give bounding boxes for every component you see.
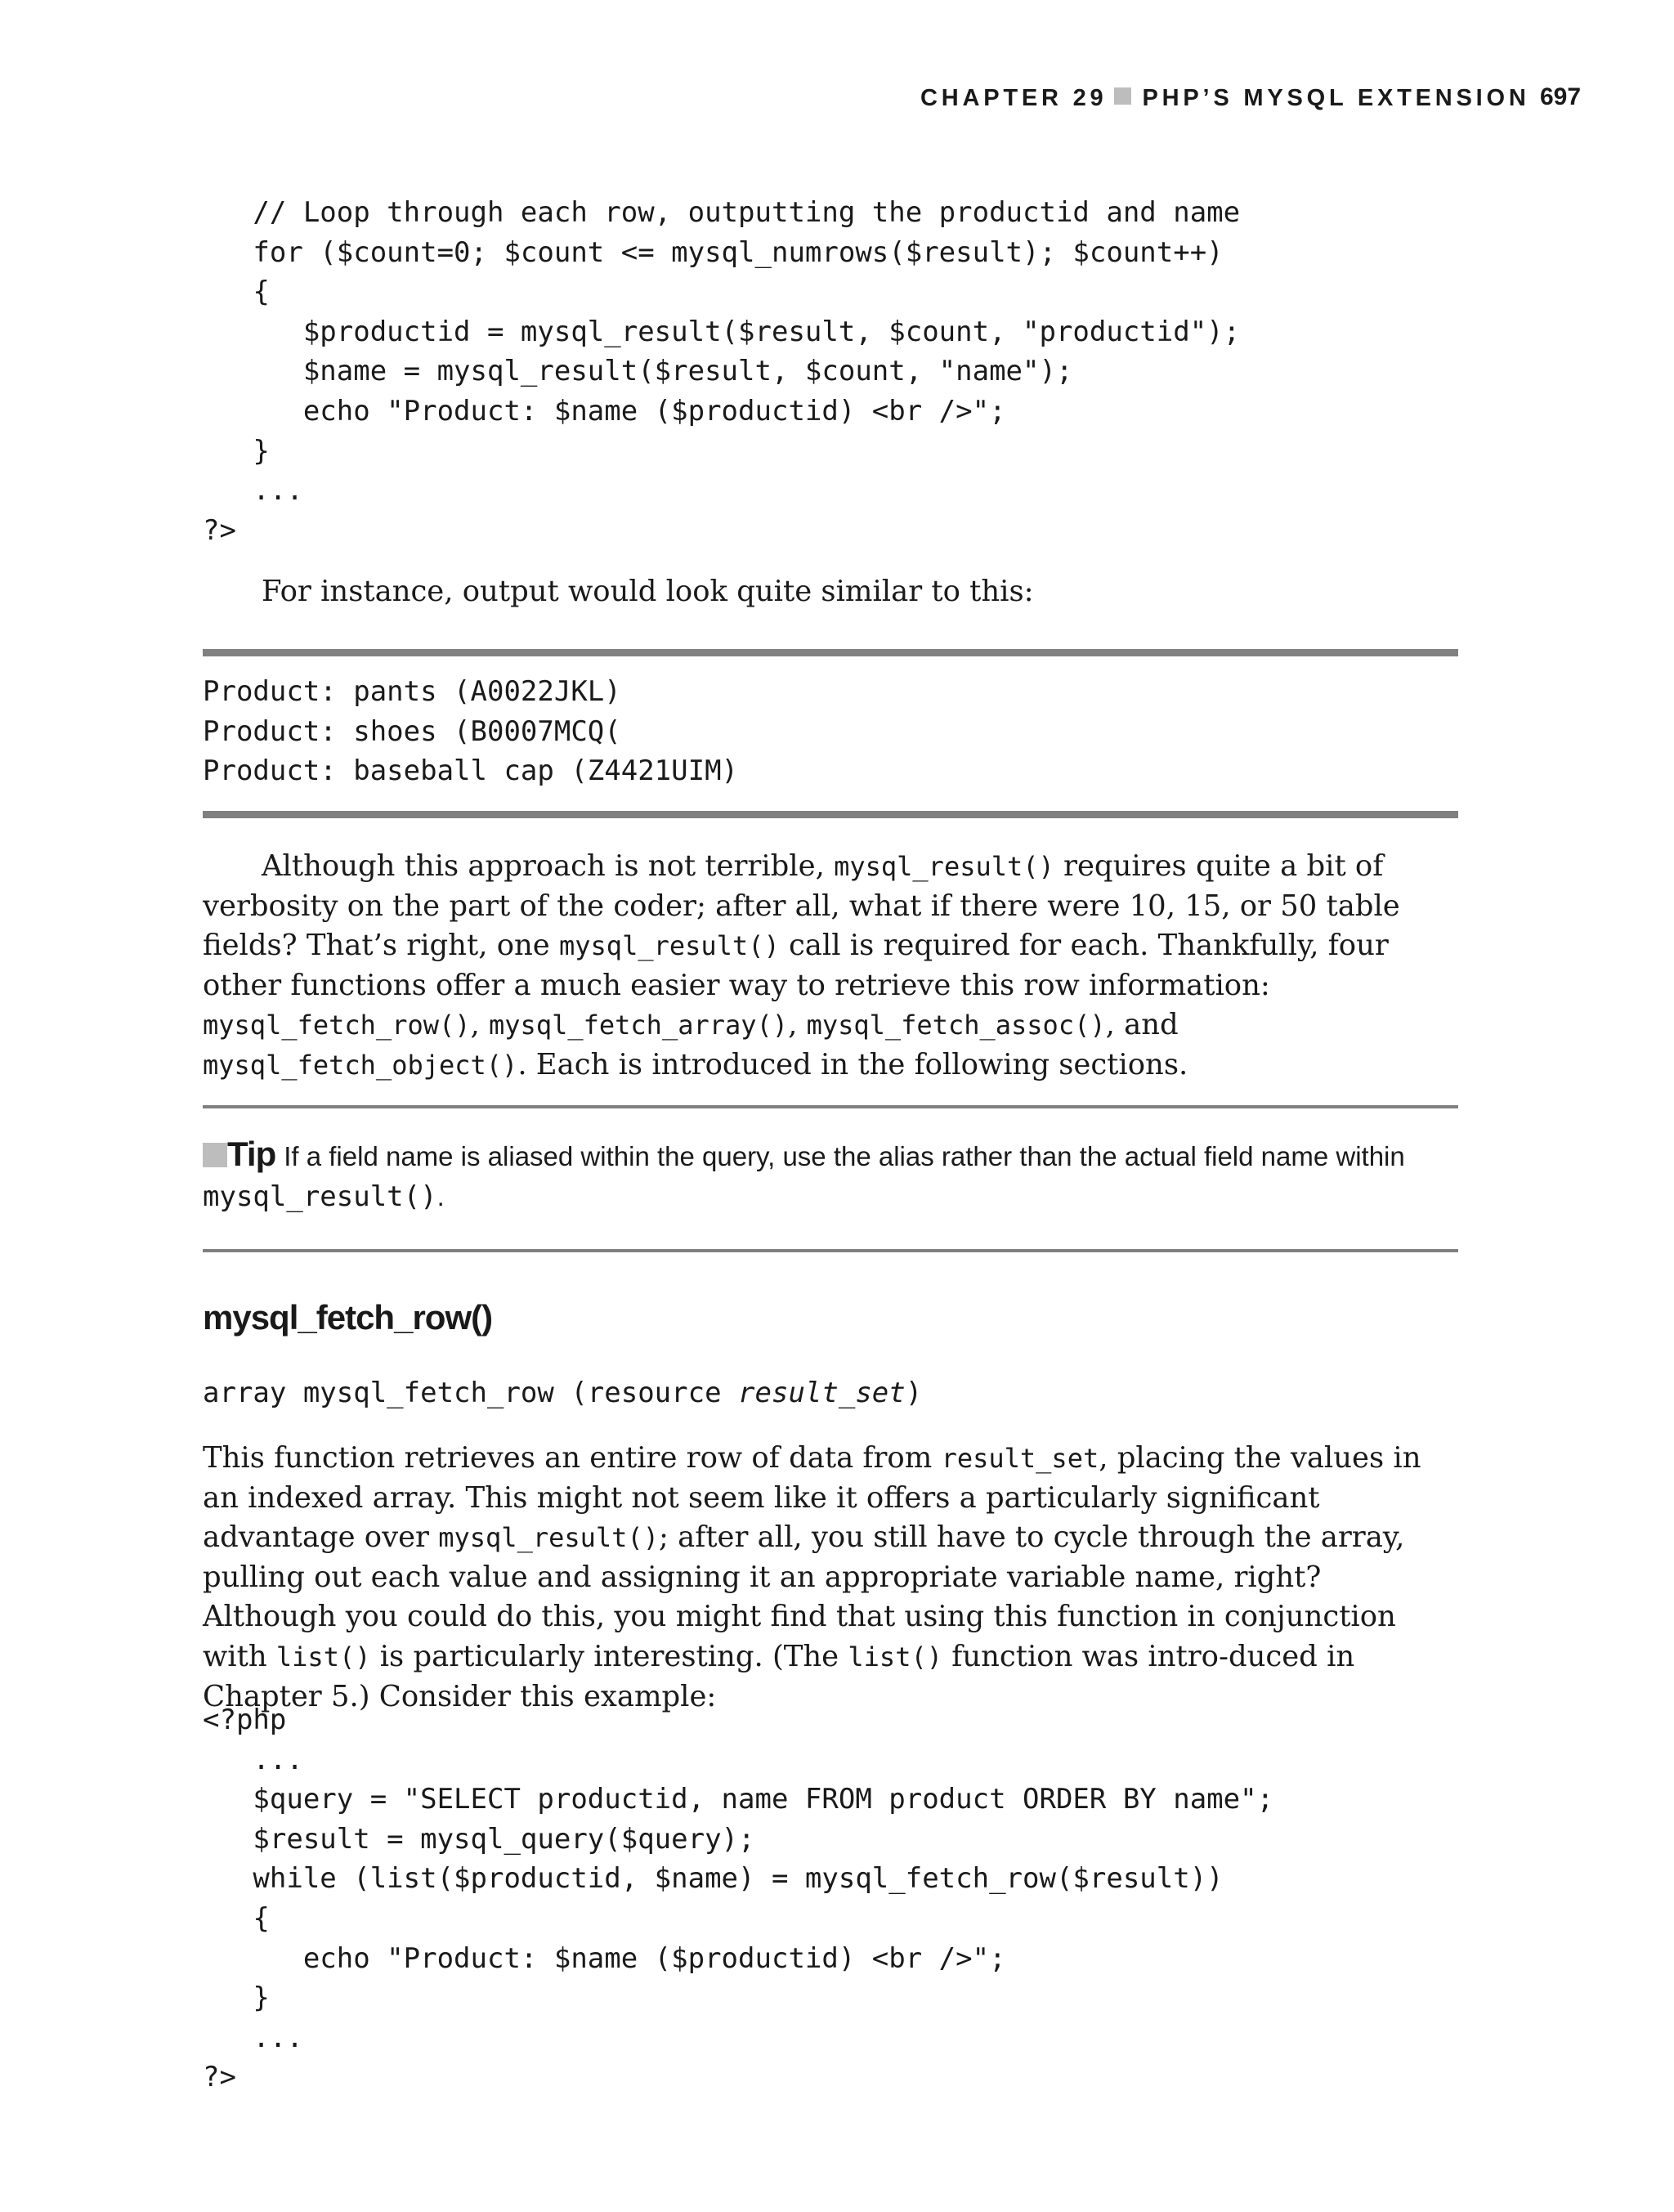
text-run: , bbox=[788, 1008, 807, 1042]
code-line: { bbox=[203, 1901, 270, 1935]
paragraph-verbosity bbox=[203, 847, 1453, 1086]
function-signature bbox=[203, 1377, 922, 1409]
code-line: $name = mysql_result($result, $count, "name"); bbox=[203, 355, 1073, 388]
output-block bbox=[203, 672, 738, 791]
tip-text: If a field name is aliased within the query, use the alias rather than the actual field name within bbox=[284, 1141, 1405, 1171]
code-line: $productid = mysql_result($result, $count, "productid"); bbox=[203, 315, 1241, 348]
code-line: <?php bbox=[203, 1704, 287, 1736]
inline-code: result_set bbox=[941, 1443, 1099, 1474]
code-line: } bbox=[203, 434, 270, 468]
inline-code: mysql_result() bbox=[559, 930, 780, 962]
text-run: . Each is introduced in the following sections. bbox=[517, 1047, 1188, 1081]
page-number: 697 bbox=[1540, 83, 1582, 110]
output-line: Product: pants (A0022JKL) bbox=[203, 675, 621, 708]
output-rule-bottom bbox=[203, 811, 1458, 818]
text-run: This function retrieves an entire row of data from bbox=[203, 1441, 942, 1475]
chapter-label: CHAPTER 29 bbox=[920, 85, 1108, 111]
output-rule-top bbox=[203, 649, 1458, 656]
code-line: // Loop through each row, outputting the productid and name bbox=[203, 196, 1241, 229]
output-line: Product: baseball cap (Z4421UIM) bbox=[203, 754, 739, 788]
text-run: array mysql_fetch_row (resource bbox=[203, 1377, 739, 1409]
text-run: function was intro-duced in Chapter 5.) Consider this example: bbox=[203, 1639, 1355, 1713]
text-run: requires quite a bit of verbosity on the part of the coder; after all, what if there were 10, 15, or 50 table fields? That’s right, one bbox=[203, 849, 1400, 963]
tip-rule-bottom bbox=[203, 1249, 1458, 1252]
inline-code: list() bbox=[275, 1641, 371, 1672]
signature-param: result_set bbox=[738, 1377, 906, 1409]
code-block-fetch-row bbox=[203, 1700, 1273, 2098]
code-line: ... bbox=[203, 474, 303, 508]
code-line: ?> bbox=[203, 513, 236, 547]
intro-paragraph: For instance, output would look quite similar to this: bbox=[262, 575, 1034, 608]
code-line: } bbox=[203, 1981, 270, 2015]
section-heading: mysql_fetch_row() bbox=[203, 1298, 493, 1337]
inline-code: list() bbox=[848, 1641, 942, 1672]
code-line: while (list($productid, $name) = mysql_fetch_row($result)) bbox=[203, 1862, 1224, 1896]
paragraph-description bbox=[203, 1439, 1453, 1717]
code-line: echo "Product: $name ($productid) <br />"; bbox=[203, 394, 1006, 428]
code-line: ... bbox=[203, 2021, 303, 2054]
square-bullet-icon bbox=[1114, 87, 1131, 105]
code-line: echo "Product: $name ($productid) <br />"; bbox=[203, 1941, 1006, 1975]
text-run: Although this approach is not terrible, bbox=[262, 849, 835, 883]
inline-code: mysql_fetch_array() bbox=[489, 1010, 789, 1041]
running-head bbox=[0, 82, 1674, 118]
inline-code: mysql_fetch_row() bbox=[203, 1010, 471, 1041]
code-line: ... bbox=[203, 1743, 303, 1776]
tip-label: Tip bbox=[227, 1135, 276, 1173]
text-run: , bbox=[470, 1008, 490, 1042]
tip-rule-top bbox=[203, 1105, 1458, 1108]
code-line: $query = "SELECT productid, name FROM product ORDER BY name"; bbox=[203, 1783, 1274, 1816]
inline-code: mysql_result() bbox=[438, 1522, 659, 1554]
tip-box bbox=[203, 1135, 1461, 1217]
inline-code: mysql_result() bbox=[203, 1180, 437, 1213]
text-run: call is required for each. Thankfully, four other functions offer a much easier way to retrieve this row information: bbox=[203, 929, 1389, 1002]
square-bullet-icon bbox=[203, 1143, 227, 1167]
code-line: ?> bbox=[203, 2061, 236, 2094]
text-run: . bbox=[436, 1181, 445, 1211]
text-run: ; after all, you still have to cycle through the array, pulling out each value and assigning it an appropriate variable name, right? Although you could do this, you might find that using this function in conjunction with bbox=[203, 1520, 1405, 1673]
inline-code: mysql_fetch_object() bbox=[203, 1049, 518, 1081]
inline-code: mysql_fetch_assoc() bbox=[806, 1010, 1106, 1041]
code-block-loop bbox=[203, 193, 1240, 550]
code-line: $result = mysql_query($query); bbox=[203, 1822, 755, 1856]
chapter-title: PHP’S MYSQL EXTENSION bbox=[1142, 85, 1530, 111]
text-run: ) bbox=[905, 1377, 923, 1409]
text-run: is particularly interesting. (The bbox=[370, 1639, 848, 1673]
code-line: { bbox=[203, 275, 270, 309]
inline-code: mysql_result() bbox=[834, 851, 1054, 882]
running-head-chapter bbox=[920, 85, 1530, 112]
text-run: , placing the values in an indexed array. This might not seem like it offers a particularly significant advantage over bbox=[203, 1441, 1421, 1555]
text-run: , and bbox=[1105, 1008, 1179, 1042]
output-line: Product: shoes (B0007MCQ( bbox=[203, 714, 621, 748]
code-line: for ($count=0; $count <= mysql_numrows($result); $count++) bbox=[203, 235, 1224, 269]
